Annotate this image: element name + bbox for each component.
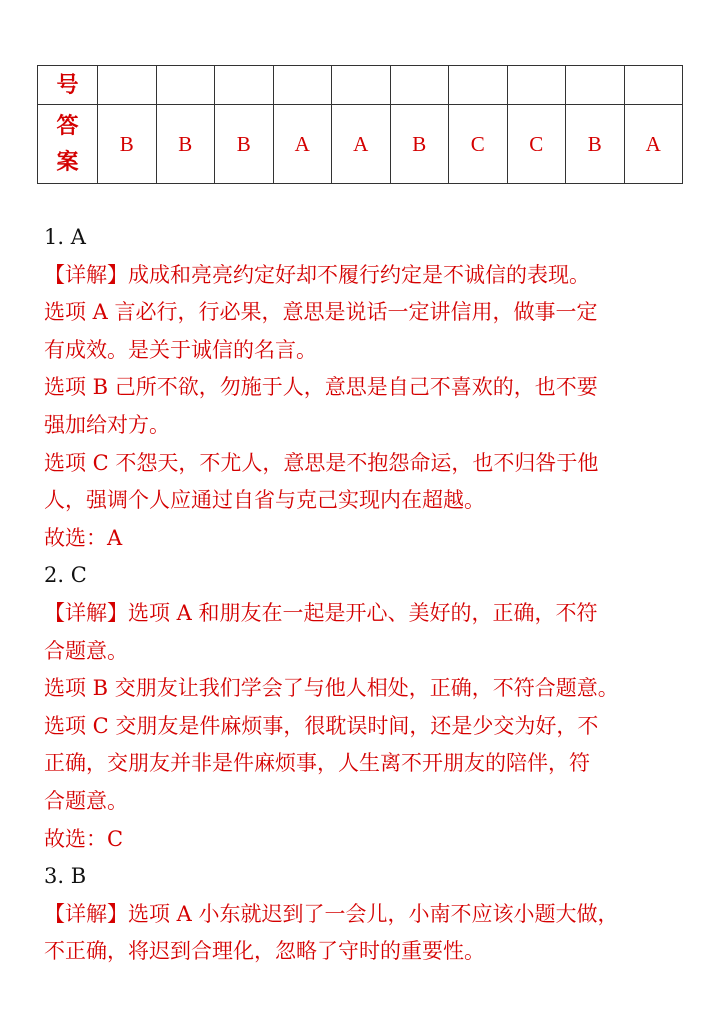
explanation-line: 选项 C 不怨天，不尤人，意思是不抱怨命运，也不归咎于他 — [44, 450, 599, 475]
explanation-line: 故选：C — [44, 826, 124, 851]
question-heading: 2. C — [44, 563, 87, 588]
answer-label-char-2: 案 — [56, 149, 79, 174]
explanation-line: 人，强调个人应通过自省与克己实现内在超越。 — [44, 488, 485, 513]
answer-cell: A — [624, 105, 683, 184]
answer-cell: A — [273, 105, 332, 184]
answer-cell: B — [215, 105, 274, 184]
question-number-cell — [507, 66, 566, 105]
explanation-line: 故选：A — [44, 525, 123, 550]
answer-cell: B — [98, 105, 157, 184]
explanation-line: 选项 C 交朋友是件麻烦事，很耽误时间，还是少交为好，不 — [44, 713, 599, 738]
answer-cell: C — [449, 105, 508, 184]
question-number-cell — [566, 66, 625, 105]
explanation-line: 选项 A 言必行，行必果，意思是说话一定讲信用，做事一定 — [44, 300, 598, 325]
question-heading: 3. B — [44, 864, 87, 889]
explanation-line: 合题意。 — [44, 638, 128, 663]
question-number-cell — [332, 66, 391, 105]
question-number-cell — [273, 66, 332, 105]
question-heading: 1. A — [44, 225, 86, 249]
explanation-line: 选项 B 交朋友让我们学会了与他人相处，正确，不符合题意。 — [44, 676, 619, 701]
question-number-cell — [390, 66, 449, 105]
question-number-cell — [449, 66, 508, 105]
question-number-cell — [156, 66, 215, 105]
explanation-line: 有成效。是关于诚信的名言。 — [44, 337, 317, 362]
question-number-cell — [215, 66, 274, 105]
answer-cell: B — [566, 105, 625, 184]
explanation-line: 选项 B 己所不欲，勿施于人，意思是自己不喜欢的，也不要 — [44, 375, 598, 400]
answer-row — [38, 105, 683, 184]
explanation-line: 【详解】选项 A 小东就迟到了一会儿，小南不应该小题大做， — [44, 901, 619, 926]
explanation-line: 【详解】成成和亮亮约定好却不履行约定是不诚信的表现。 — [44, 262, 590, 287]
question-number-row — [38, 66, 683, 105]
explanation-text — [44, 219, 684, 971]
question-number-cell — [624, 66, 683, 105]
explanation-line: 强加给对方。 — [44, 412, 170, 437]
answer-cell: A — [332, 105, 391, 184]
question-number-cell — [98, 66, 157, 105]
explanation-line: 合题意。 — [44, 788, 128, 813]
answer-table — [37, 65, 683, 184]
answer-label — [38, 105, 98, 184]
explanation-line: 【详解】选项 A 和朋友在一起是开心、美好的，正确，不符 — [44, 600, 598, 625]
question-number-label: 号 — [38, 66, 98, 105]
answer-cell: B — [156, 105, 215, 184]
answer-label-char-1: 答 — [56, 113, 79, 138]
answer-cell: B — [390, 105, 449, 184]
explanation-line: 不正确，将迟到合理化，忽略了守时的重要性。 — [44, 939, 485, 964]
answer-cell: C — [507, 105, 566, 184]
explanation-line: 正确，交朋友并非是件麻烦事，人生离不开朋友的陪伴，符 — [44, 751, 590, 776]
